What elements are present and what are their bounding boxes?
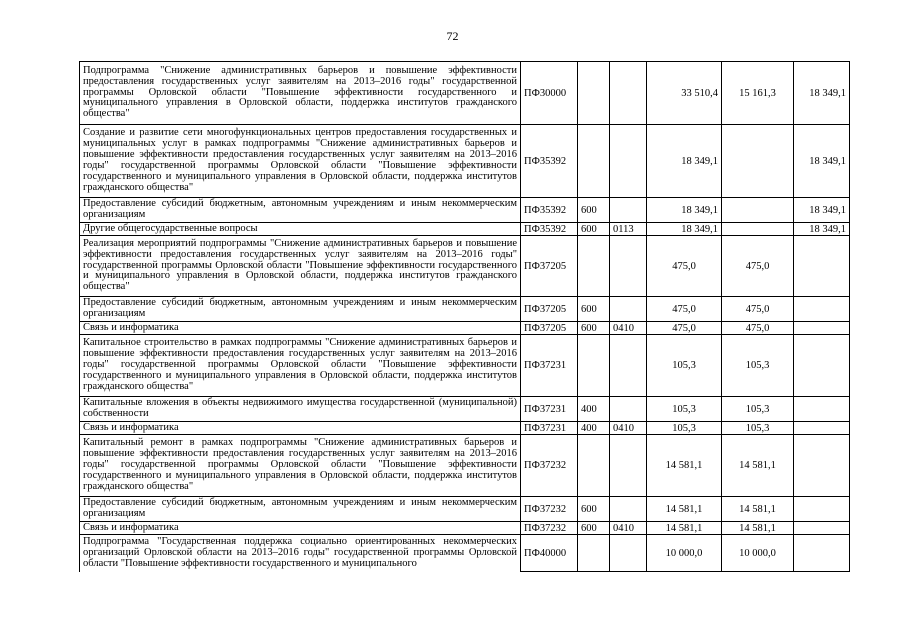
row-rz: 0113 — [610, 223, 647, 236]
row-federal: 475,0 — [722, 322, 794, 335]
row-vr: 600 — [578, 497, 610, 522]
table-row — [80, 422, 850, 435]
row-name: Реализация мероприятий подпрограммы "Снижение административных барьеров и повышение эффективности предоставления государственных услуг заявителям на 2013–2016 годы" государственной программы Орловской области "Повышение эффективности государственного и муниципального управления в Орловской области, поддержка институтов гражданского общества" — [80, 236, 521, 297]
row-vr: 400 — [578, 422, 610, 435]
row-code: ПФ37231 — [521, 397, 578, 422]
row-regional — [794, 236, 850, 297]
row-rz — [610, 62, 647, 125]
table-row — [80, 125, 850, 198]
row-total: 14 581,1 — [647, 522, 722, 535]
row-federal — [722, 198, 794, 223]
row-vr — [578, 335, 610, 397]
row-rz — [610, 125, 647, 198]
row-code: ПФ37205 — [521, 322, 578, 335]
table-row — [80, 297, 850, 322]
row-name: Связь и информатика — [80, 322, 521, 335]
row-rz — [610, 335, 647, 397]
row-vr: 600 — [578, 198, 610, 223]
row-total: 14 581,1 — [647, 435, 722, 497]
row-federal: 475,0 — [722, 297, 794, 322]
row-code: ПФ37231 — [521, 422, 578, 435]
row-code: ПФ35392 — [521, 125, 578, 198]
row-federal: 14 581,1 — [722, 522, 794, 535]
table-row — [80, 223, 850, 236]
row-code: ПФ37232 — [521, 435, 578, 497]
row-name: Подпрограмма "Снижение административных барьеров и повышение эффективности предоставления государственных услуг заявителям на 2013–2016 годы" государственной программы Орловской области "Повышение эффективности государственного и муниципального управления в Орловской области, поддержка институтов гражданского общества" — [80, 62, 521, 125]
row-federal — [722, 125, 794, 198]
row-rz — [610, 236, 647, 297]
page-number: 72 — [446, 29, 459, 43]
row-name: Подпрограмма "Государственная поддержка социально ориентированных некоммерческих организаций Орловской области на 2013–2016 годы" государственной программы Орловской области "Повышение эффективности государственного и муниципального — [80, 535, 521, 572]
row-name: Создание и развитие сети многофункциональных центров предоставления государственных и муниципальных услуг в рамках подпрограммы "Снижение административных барьеров и повышение эффективности предоставления государственных услуг заявителям на 2013–2016 годы" государственной программы Орловской области "Повышение эффективности государственного и муниципального управления в Орловской области, поддержка институтов гражданского общества" — [80, 125, 521, 198]
row-name: Капитальное строительство в рамках подпрограммы "Снижение административных барьеров и повышение эффективности предоставления государственных услуг заявителям на 2013–2016 годы" государственной программы Орловской области "Повышение эффективности государственного и муниципального управления в Орловской области, поддержка институтов гражданского общества" — [80, 335, 521, 397]
row-regional — [794, 322, 850, 335]
row-name: Капитальный ремонт в рамках подпрограммы "Снижение административных барьеров и повышение эффективности предоставления государственных услуг заявителям на 2013–2016 годы" государственной программы Орловской области "Повышение эффективности государственного и муниципального управления в Орловской области, поддержка институтов гражданского общества" — [80, 435, 521, 497]
row-rz: 0410 — [610, 422, 647, 435]
row-vr — [578, 435, 610, 497]
row-federal: 15 161,3 — [722, 62, 794, 125]
row-code: ПФ37232 — [521, 522, 578, 535]
row-name: Другие общегосударственные вопросы — [80, 223, 521, 236]
table-row — [80, 62, 850, 125]
row-federal: 10 000,0 — [722, 535, 794, 572]
row-name: Предоставление субсидий бюджетным, автономным учреждениям и иным некоммерческим организациям — [80, 497, 521, 522]
row-federal: 14 581,1 — [722, 435, 794, 497]
table-row — [80, 198, 850, 223]
row-name: Связь и информатика — [80, 422, 521, 435]
row-regional: 18 349,1 — [794, 223, 850, 236]
row-total: 105,3 — [647, 335, 722, 397]
table-row — [80, 522, 850, 535]
row-name: Связь и информатика — [80, 522, 521, 535]
row-rz: 0410 — [610, 522, 647, 535]
row-total: 18 349,1 — [647, 223, 722, 236]
row-vr: 600 — [578, 223, 610, 236]
row-regional — [794, 497, 850, 522]
row-vr: 600 — [578, 522, 610, 535]
row-regional — [794, 397, 850, 422]
row-regional — [794, 522, 850, 535]
row-vr: 400 — [578, 397, 610, 422]
row-vr: 600 — [578, 322, 610, 335]
row-name: Капитальные вложения в объекты недвижимого имущества государственной (муниципальной) собственности — [80, 397, 521, 422]
table-row — [80, 535, 850, 572]
row-rz — [610, 535, 647, 572]
row-rz — [610, 497, 647, 522]
row-rz — [610, 198, 647, 223]
row-federal: 14 581,1 — [722, 497, 794, 522]
row-federal: 105,3 — [722, 397, 794, 422]
row-rz — [610, 297, 647, 322]
row-rz — [610, 435, 647, 497]
row-code: ПФ30000 — [521, 62, 578, 125]
row-vr — [578, 236, 610, 297]
row-total: 105,3 — [647, 422, 722, 435]
row-name: Предоставление субсидий бюджетным, автономным учреждениям и иным некоммерческим организациям — [80, 297, 521, 322]
row-federal — [722, 223, 794, 236]
row-total: 475,0 — [647, 236, 722, 297]
table-row — [80, 322, 850, 335]
row-vr — [578, 62, 610, 125]
row-code: ПФ35392 — [521, 198, 578, 223]
row-regional — [794, 435, 850, 497]
row-total: 33 510,4 — [647, 62, 722, 125]
table-row — [80, 335, 850, 397]
row-total: 14 581,1 — [647, 497, 722, 522]
row-vr — [578, 125, 610, 198]
row-name: Предоставление субсидий бюджетным, автономным учреждениям и иным некоммерческим организациям — [80, 198, 521, 223]
row-rz — [610, 397, 647, 422]
row-total: 18 349,1 — [647, 125, 722, 198]
row-rz: 0410 — [610, 322, 647, 335]
row-code: ПФ37231 — [521, 335, 578, 397]
row-vr: 600 — [578, 297, 610, 322]
row-vr — [578, 535, 610, 572]
row-regional: 18 349,1 — [794, 198, 850, 223]
row-federal: 475,0 — [722, 236, 794, 297]
row-code: ПФ35392 — [521, 223, 578, 236]
row-total: 475,0 — [647, 322, 722, 335]
row-federal: 105,3 — [722, 335, 794, 397]
table-row — [80, 236, 850, 297]
row-code: ПФ40000 — [521, 535, 578, 572]
row-total: 18 349,1 — [647, 198, 722, 223]
table-row — [80, 435, 850, 497]
table-row — [80, 397, 850, 422]
row-code: ПФ37232 — [521, 497, 578, 522]
row-total: 105,3 — [647, 397, 722, 422]
row-regional — [794, 297, 850, 322]
row-regional — [794, 335, 850, 397]
row-total: 10 000,0 — [647, 535, 722, 572]
table-row — [80, 497, 850, 522]
budget-table — [79, 61, 850, 572]
row-federal: 105,3 — [722, 422, 794, 435]
row-regional: 18 349,1 — [794, 62, 850, 125]
row-regional — [794, 422, 850, 435]
row-code: ПФ37205 — [521, 297, 578, 322]
row-regional — [794, 535, 850, 572]
row-regional: 18 349,1 — [794, 125, 850, 198]
row-total: 475,0 — [647, 297, 722, 322]
row-code: ПФ37205 — [521, 236, 578, 297]
